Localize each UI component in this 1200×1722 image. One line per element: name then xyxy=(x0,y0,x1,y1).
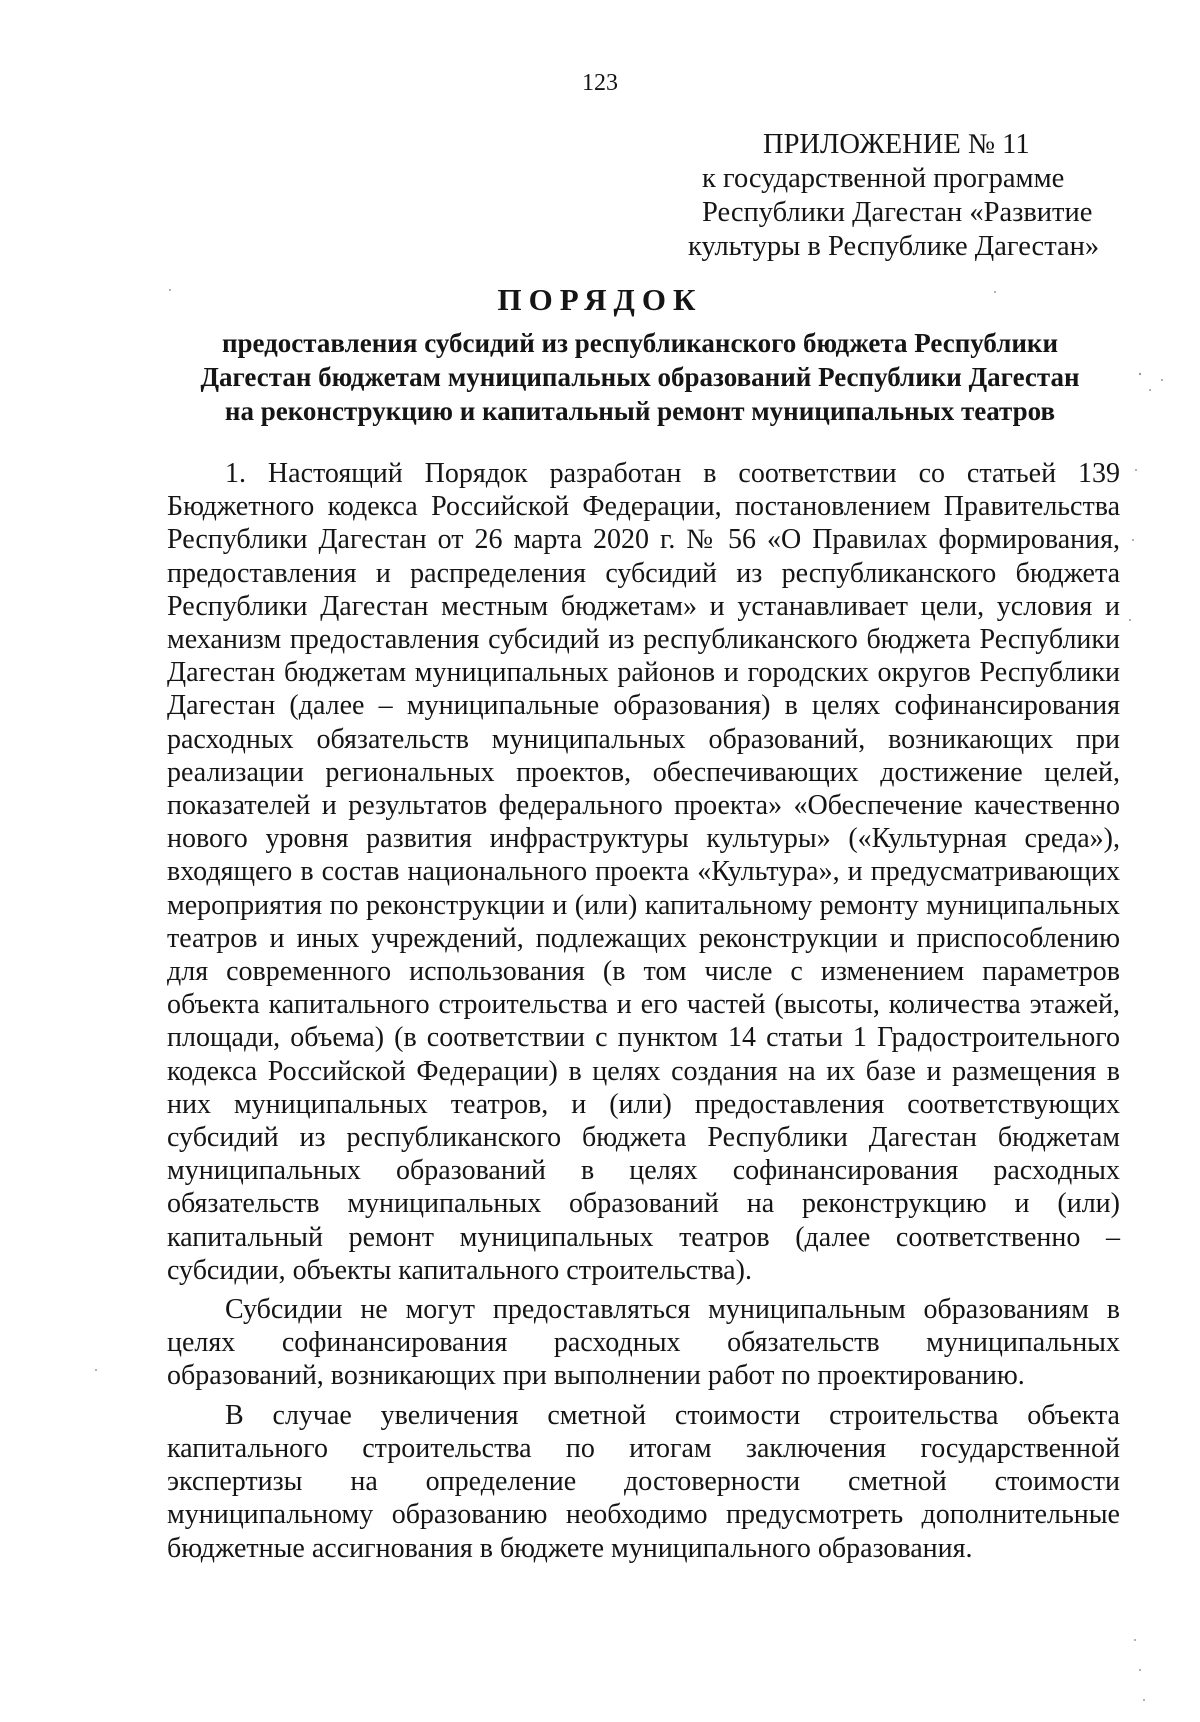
appendix-line: культуры в Республике Дагестан» xyxy=(688,231,1100,262)
subtitle-line: предоставления субсидий из республиканского бюджета Республики xyxy=(221,328,1059,358)
page-number: 123 xyxy=(582,70,618,96)
document-title: ПОРЯДОК xyxy=(497,282,703,317)
paragraph: В случае увеличения сметной стоимости строительства объекта капитального строительства по итогам заключения государственной экспертизы на определение достоверности сметной стоимости муниципальному образованию необходимо предусмотреть дополнительные бюджетные ассигнования в бюджете муниципального образования. xyxy=(167,1399,1120,1564)
appendix-line: к государственной программе xyxy=(702,163,1065,194)
paragraph: 1. Настоящий Порядок разработан в соответствии со статьей 139 Бюджетного кодекса Российской Федерации, постановлением Правительства Республики Дагестан от 26 марта 2020 г. № 56 «О Правилах формирования, предоставления и распределения субсидий из республиканского бюджета Республики Дагестан местным бюджетам» и устанавливает цели, условия и механизм предоставления субсидий из республиканского бюджета Республики Дагестан бюджетам муниципальных районов и городских округов Республики Дагестан (далее – муниципальные образования) в целях софинансирования расходных обязательств муниципальных образований, возникающих при реализации региональных проектов, обеспечивающих достижение целей, показателей и результатов федерального проекта» «Обеспечение качественно нового уровня развития инфраструктуры культуры» («Культурная среда»), входящего в состав национального проекта «Культура», и предусматривающих мероприятия по реконструкции и (или) капитальному ремонту муниципальных театров и иных учреждений, подлежащих реконструкции и приспособлению для современного использования (в том числе с изменением параметров объекта капитального строительства и его частей (высоты, количества этажей, площади, объема) (в соответствии с пунктом 14 статьи 1 Градостроительного кодекса Российской Федерации) в целях создания на их базе и размещения в них муниципальных театров, и (или) предоставления соответствующих субсидий из республиканского бюджета Республики Дагестан бюджетам муниципальных образований в целях софинансирования расходных обязательств муниципальных образований на реконструкцию и (или) капитальный ремонт муниципальных театров (далее соответственно – субсидии, объекты капитального строительства). xyxy=(167,458,1120,1286)
appendix-number: ПРИЛОЖЕНИЕ № 11 xyxy=(763,129,1030,160)
document-body xyxy=(167,457,1120,1565)
paragraph: Субсидии не могут предоставляться муниципальным образованиям в целях софинансирования расходных обязательств муниципальных образований, возникающих при выполнении работ по проектированию. xyxy=(167,1294,1120,1392)
appendix-line: Республики Дагестан «Развитие xyxy=(702,197,1093,228)
subtitle-line: на реконструкцию и капитальный ремонт муниципальных театров xyxy=(224,396,1056,426)
subtitle-line: Дагестан бюджетам муниципальных образований Республики Дагестан xyxy=(200,362,1080,392)
document-subtitle xyxy=(160,326,1120,428)
